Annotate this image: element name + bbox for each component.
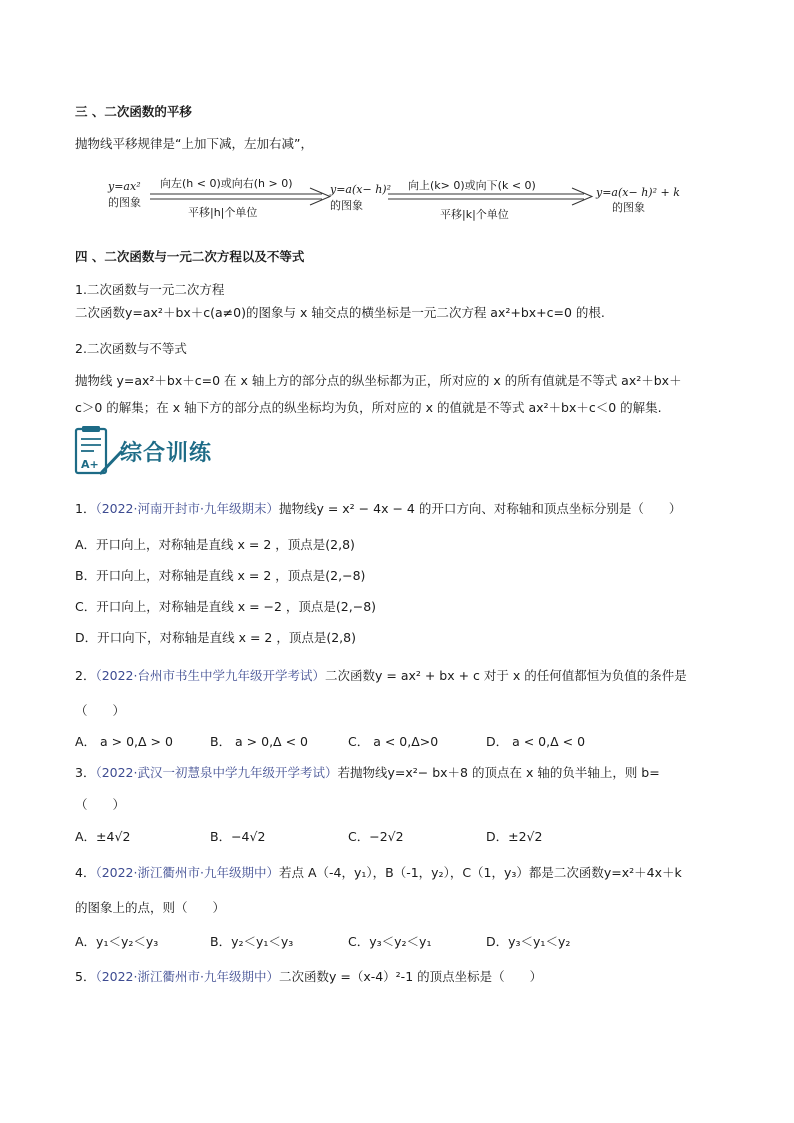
worksheet-grade-icon [72, 424, 124, 480]
question-3 [75, 764, 660, 782]
q4-stem-continued: 的图象上的点，则（ ） [75, 900, 226, 915]
flow-arrow2-top: 向上(k> 0)或向下(k < 0) [408, 179, 536, 192]
q3-option-d: D．±2√2 [486, 829, 543, 844]
question-4 [75, 864, 682, 882]
question-source: （2022·台州市书生中学九年级开学考试） [95, 668, 325, 683]
q3-option-a: A．±4√2 [75, 829, 131, 844]
flow-box1-label: 的图象 [108, 196, 141, 209]
q2-option-a: A． a > 0,Δ > 0 [75, 734, 173, 749]
question-stem: 若抛物线y=x²− bx＋8 的顶点在 x 轴的负半轴上，则 b= [337, 765, 660, 780]
q4-option-b: B．y₂＜y₁＜y₃ [210, 934, 294, 949]
question-stem: 二次函数y = ax² + bx + c 对于 x 的任何值都恒为负值的条件是 [325, 668, 687, 683]
q3-answer-blank: （ ） [75, 797, 126, 812]
question-stem: 二次函数y =（x-4）²-1 的顶点坐标是（ ） [278, 969, 543, 984]
flow-arrow1-top: 向左(h < 0)或向右(h > 0) [160, 177, 293, 190]
training-banner [72, 424, 272, 480]
flow-arrow1-bottom: 平移|h|个单位 [188, 206, 258, 219]
q1-option-c: C．开口向上，对称轴是直线 x = −2 ，顶点是(2,−8) [75, 599, 377, 614]
section4-sub2-line2: c＞0 的解集；在 x 轴下方的部分点的纵坐标均为负，所对应的 x 的值就是不等式 ax²＋bx＋c＜0 的解集. [75, 400, 662, 415]
question-number: 5． [75, 969, 96, 984]
section4-sub1-title: 1.二次函数与一元二次方程 [75, 282, 225, 297]
question-source: （2022·武汉一初慧泉中学九年级开学考试） [95, 765, 338, 780]
question-number: 3． [75, 765, 96, 780]
q2-answer-blank: （ ） [75, 703, 126, 718]
question-1 [75, 500, 681, 518]
section3-heading: 三 、二次函数的平移 [75, 104, 192, 119]
q4-option-a: A．y₁＜y₂＜y₃ [75, 934, 159, 949]
q2-option-d: D． a < 0,Δ < 0 [486, 734, 586, 749]
question-number: 4． [75, 865, 96, 880]
question-2 [75, 667, 687, 685]
section4-sub1-text: 二次函数y=ax²＋bx＋c(a≠0)的图象与 x 轴交点的横坐标是一元二次方程 ax²+bx+c=0 的根. [75, 305, 605, 320]
flow-box3-label: 的图象 [612, 201, 645, 214]
q3-option-c: C．−2√2 [348, 829, 404, 844]
section4-sub2-line1: 抛物线 y=ax²＋bx＋c=0 在 x 轴上方的部分点的纵坐标都为正，所对应的 x 的所有值就是不等式 ax²＋bx＋ [75, 373, 682, 388]
question-stem: 抛物线y = x² − 4x − 4 的开口方向、对称轴和顶点坐标分别是（ ） [278, 501, 682, 516]
q3-option-b: B．−4√2 [210, 829, 266, 844]
section3-rule: 抛物线平移规律是“上加下减，左加右减”， [75, 136, 313, 151]
question-stem: 若点 A（-4，y₁），B（-1，y₂），C（1，y₃）都是二次函数y=x²＋4x＋k [278, 865, 682, 880]
icon-grade-text: A+ [81, 458, 99, 471]
q1-option-a: A．开口向上，对称轴是直线 x = 2 ，顶点是(2,8) [75, 537, 355, 552]
question-source: （2022·河南开封市·九年级期末） [95, 501, 279, 516]
q1-option-b: B．开口向上，对称轴是直线 x = 2 ，顶点是(2,−8) [75, 568, 366, 583]
flow-box3-formula: y=a(x− h)² + k [596, 186, 680, 199]
question-number: 1． [75, 501, 96, 516]
question-source: （2022·浙江衢州市·九年级期中） [95, 969, 279, 984]
section4-sub2-title: 2.二次函数与不等式 [75, 341, 187, 356]
flow-arrow2-bottom: 平移|k|个单位 [440, 208, 509, 221]
q2-option-b: B． a > 0,Δ < 0 [210, 734, 308, 749]
section4-heading: 四 、二次函数与一元二次方程以及不等式 [75, 249, 305, 264]
flow-box2-formula: y=a(x− h)² [330, 183, 391, 196]
q4-option-d: D．y₃＜y₁＜y₂ [486, 934, 571, 949]
flow-box1-formula: y=ax² [108, 180, 141, 193]
q2-option-c: C． a < 0,Δ>0 [348, 734, 439, 749]
question-5 [75, 968, 542, 986]
flow-box2-label: 的图象 [330, 199, 363, 212]
q1-option-d: D．开口向下，对称轴是直线 x = 2 ，顶点是(2,8) [75, 630, 356, 645]
q4-option-c: C．y₃＜y₂＜y₁ [348, 934, 432, 949]
question-number: 2． [75, 668, 96, 683]
question-source: （2022·浙江衢州市·九年级期中） [95, 865, 279, 880]
training-title: 综合训练 [120, 441, 213, 466]
